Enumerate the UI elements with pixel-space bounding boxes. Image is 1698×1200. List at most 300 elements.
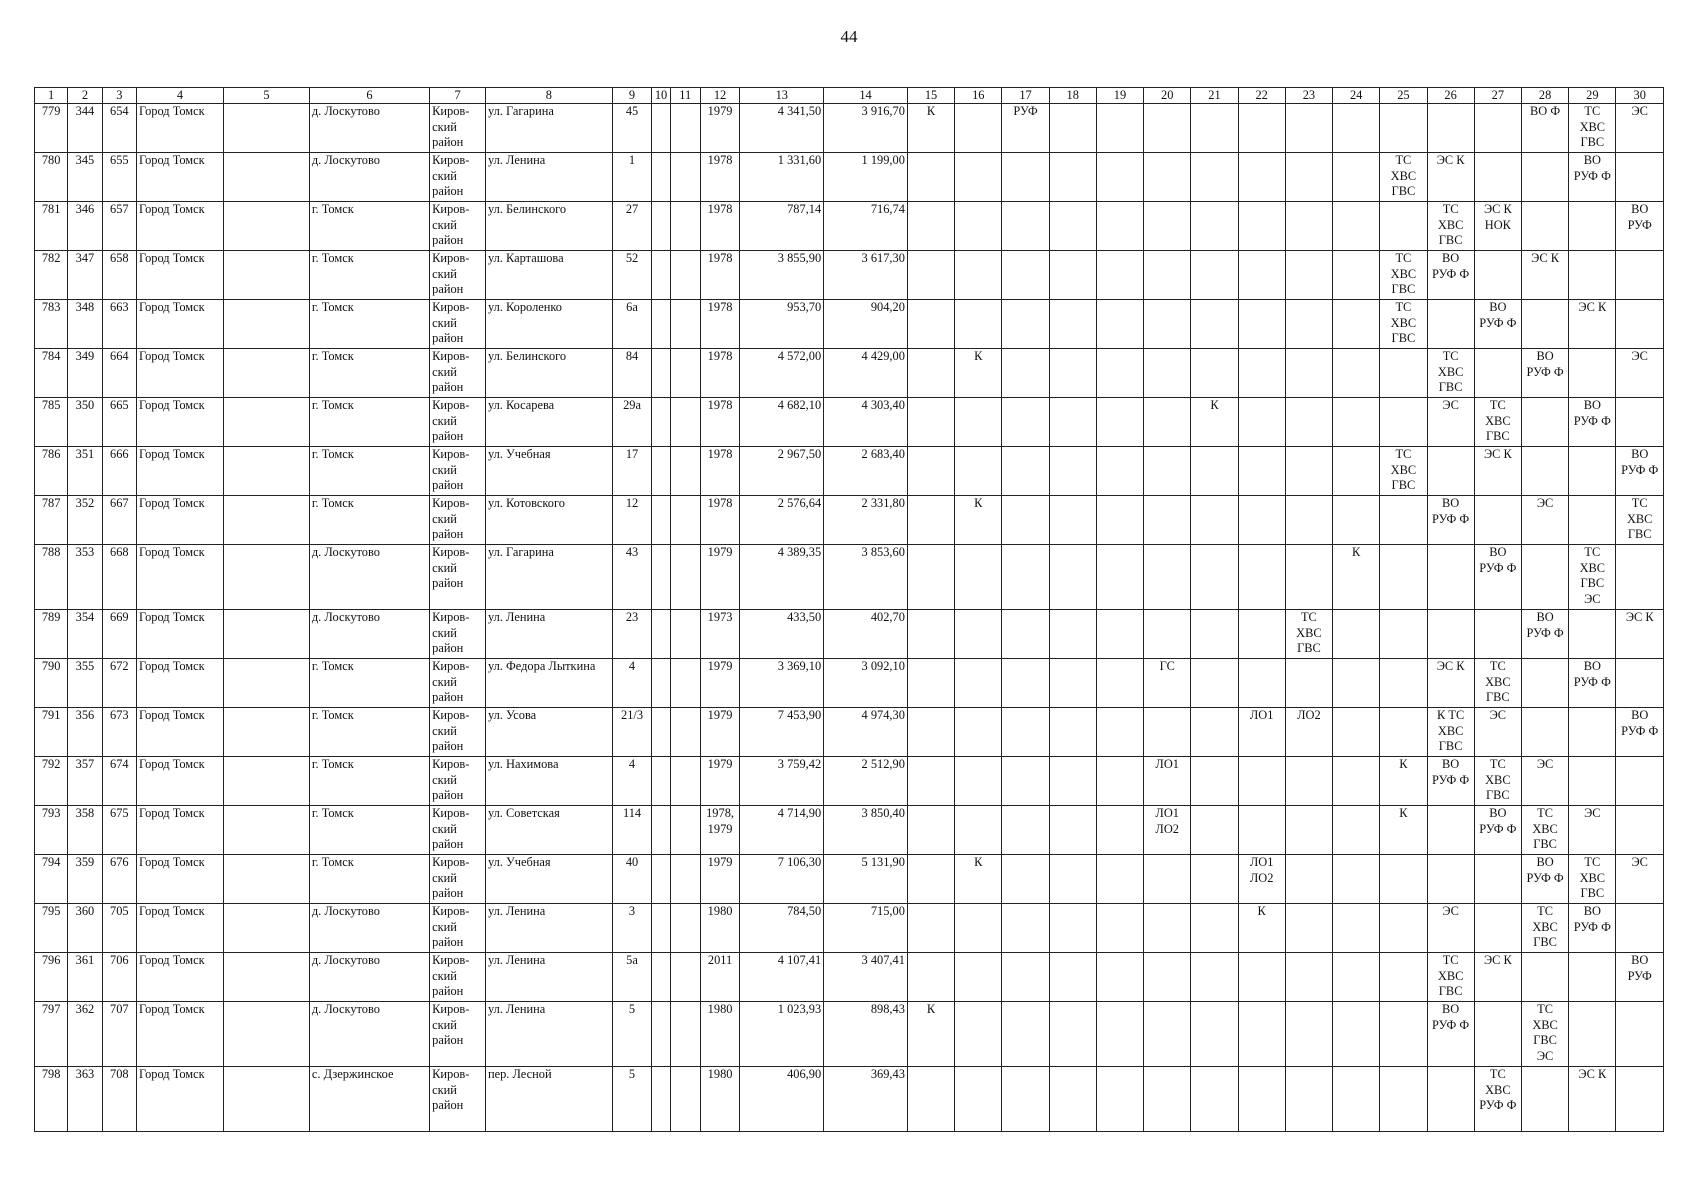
- table-cell-col-3: 654: [102, 104, 136, 153]
- table-cell-col-29: [1569, 708, 1616, 757]
- table-cell-col-8: ул. Карташова: [485, 251, 612, 300]
- table-cell-col-2: 344: [68, 104, 102, 153]
- table-cell-col-8: ул. Усова: [485, 708, 612, 757]
- table-cell-col-19: [1096, 104, 1143, 153]
- table-cell-col-6: д. Лоскутово: [309, 153, 429, 202]
- table-cell-col-1: 781: [35, 202, 68, 251]
- table-cell-col-26: ВО РУФ Ф: [1427, 251, 1474, 300]
- table-cell-col-4: Город Томск: [137, 855, 224, 904]
- table-cell-col-28: [1521, 398, 1568, 447]
- table-cell-col-7: Киров- ский район: [430, 659, 486, 708]
- table-cell-col-6: г. Томск: [309, 300, 429, 349]
- table-cell-col-2: 354: [68, 610, 102, 659]
- column-number-22: 22: [1238, 88, 1285, 104]
- table-cell-col-24: [1333, 349, 1380, 398]
- table-cell-col-6: д. Лоскутово: [309, 953, 429, 1002]
- table-cell-col-4: Город Томск: [137, 153, 224, 202]
- table-cell-col-22: [1238, 496, 1285, 545]
- table-cell-col-1: 784: [35, 349, 68, 398]
- table-cell-col-30: [1616, 904, 1664, 953]
- table-cell-col-28: ЭС: [1521, 757, 1568, 806]
- table-cell-col-7: Киров- ский район: [430, 251, 486, 300]
- table-cell-col-13: 7 453,90: [740, 708, 824, 757]
- table-cell-col-30: ВО РУФ Ф: [1616, 447, 1664, 496]
- table-cell-col-30: [1616, 806, 1664, 855]
- column-number-27: 27: [1474, 88, 1521, 104]
- column-number-9: 9: [612, 88, 652, 104]
- column-number-1: 1: [35, 88, 68, 104]
- table-cell-col-19: [1096, 610, 1143, 659]
- table-cell-col-4: Город Томск: [137, 104, 224, 153]
- table-cell-col-18: [1049, 708, 1096, 757]
- table-cell-col-2: 358: [68, 806, 102, 855]
- table-cell-col-16: К: [955, 349, 1002, 398]
- table-cell-col-13: 1 023,93: [740, 1002, 824, 1067]
- table-cell-col-25: [1380, 610, 1427, 659]
- table-body: [35, 104, 1664, 1132]
- table-cell-col-20: ГС: [1144, 659, 1191, 708]
- table-cell-col-8: ул. Котовского: [485, 496, 612, 545]
- table-cell-col-25: К: [1380, 806, 1427, 855]
- table-cell-col-13: 953,70: [740, 300, 824, 349]
- table-cell-col-3: 672: [102, 659, 136, 708]
- table-cell-col-6: д. Лоскутово: [309, 904, 429, 953]
- table-cell-col-9: 40: [612, 855, 652, 904]
- table-cell-col-30: ЭС: [1616, 855, 1664, 904]
- table-cell-col-1: 789: [35, 610, 68, 659]
- table-cell-col-15: [907, 806, 954, 855]
- table-cell-col-15: [907, 659, 954, 708]
- table-cell-col-25: [1380, 349, 1427, 398]
- table-cell-col-20: [1144, 251, 1191, 300]
- table-cell-col-5: [223, 202, 309, 251]
- table-cell-col-16: [955, 757, 1002, 806]
- table-cell-col-27: ЭС К: [1474, 447, 1521, 496]
- table-cell-col-28: ВО РУФ Ф: [1521, 855, 1568, 904]
- table-cell-col-9: 12: [612, 496, 652, 545]
- table-cell-col-24: [1333, 1002, 1380, 1067]
- table-cell-col-18: [1049, 855, 1096, 904]
- table-cell-col-29: ЭС: [1569, 806, 1616, 855]
- table-cell-col-19: [1096, 300, 1143, 349]
- table-cell-col-4: Город Томск: [137, 1002, 224, 1067]
- table-cell-col-22: ЛО1: [1238, 708, 1285, 757]
- table-cell-col-25: [1380, 659, 1427, 708]
- table-cell-col-19: [1096, 953, 1143, 1002]
- table-cell-col-20: [1144, 447, 1191, 496]
- table-cell-col-7: Киров- ский район: [430, 855, 486, 904]
- table-cell-col-10: [652, 545, 670, 610]
- table-cell-col-29: ТС ХВС ГВС: [1569, 104, 1616, 153]
- table-cell-col-30: ЭС: [1616, 349, 1664, 398]
- table-cell-col-11: [670, 398, 700, 447]
- table-cell-col-23: ТС ХВС ГВС: [1285, 610, 1332, 659]
- table-cell-col-20: [1144, 904, 1191, 953]
- table-cell-col-12: 1978: [700, 202, 740, 251]
- table-cell-col-27: [1474, 104, 1521, 153]
- table-cell-col-8: ул. Короленко: [485, 300, 612, 349]
- table-cell-col-13: 2 967,50: [740, 447, 824, 496]
- table-cell-col-23: [1285, 757, 1332, 806]
- table-cell-col-25: К: [1380, 757, 1427, 806]
- table-cell-col-11: [670, 496, 700, 545]
- table-cell-col-24: [1333, 104, 1380, 153]
- table-cell-col-30: [1616, 545, 1664, 610]
- table-cell-col-9: 1: [612, 153, 652, 202]
- table-cell-col-9: 43: [612, 545, 652, 610]
- table-cell-col-7: Киров- ский район: [430, 349, 486, 398]
- table-cell-col-12: 1978: [700, 398, 740, 447]
- table-cell-col-11: [670, 855, 700, 904]
- table-cell-col-2: 362: [68, 1002, 102, 1067]
- table-cell-col-30: [1616, 757, 1664, 806]
- table-cell-col-13: 4 389,35: [740, 545, 824, 610]
- table-cell-col-17: [1002, 757, 1049, 806]
- table-cell-col-10: [652, 202, 670, 251]
- table-cell-col-27: ТС ХВС ГВС: [1474, 757, 1521, 806]
- table-cell-col-7: Киров- ский район: [430, 610, 486, 659]
- table-cell-col-3: 657: [102, 202, 136, 251]
- table-cell-col-21: [1191, 1002, 1238, 1067]
- table-cell-col-21: [1191, 349, 1238, 398]
- table-cell-col-17: [1002, 349, 1049, 398]
- table-cell-col-6: д. Лоскутово: [309, 1002, 429, 1067]
- table-cell-col-29: ЭС К: [1569, 300, 1616, 349]
- table-cell-col-14: 3 617,30: [824, 251, 908, 300]
- table-cell-col-5: [223, 757, 309, 806]
- table-cell-col-5: [223, 349, 309, 398]
- table-cell-col-16: [955, 806, 1002, 855]
- table-cell-col-1: 788: [35, 545, 68, 610]
- table-cell-col-29: [1569, 349, 1616, 398]
- table-cell-col-8: ул. Косарева: [485, 398, 612, 447]
- table-cell-col-11: [670, 153, 700, 202]
- table-cell-col-12: 1978: [700, 349, 740, 398]
- table-cell-col-22: [1238, 610, 1285, 659]
- table-cell-col-3: 665: [102, 398, 136, 447]
- table-cell-col-22: [1238, 300, 1285, 349]
- table-cell-col-19: [1096, 757, 1143, 806]
- table-cell-col-20: [1144, 953, 1191, 1002]
- table-cell-col-25: ТС ХВС ГВС: [1380, 251, 1427, 300]
- table-cell-col-2: 347: [68, 251, 102, 300]
- table-cell-col-3: 664: [102, 349, 136, 398]
- table-cell-col-10: [652, 953, 670, 1002]
- table-cell-col-23: [1285, 202, 1332, 251]
- table-cell-col-24: К: [1333, 545, 1380, 610]
- table-cell-col-12: 1980: [700, 904, 740, 953]
- table-cell-col-17: РУФ: [1002, 104, 1049, 153]
- table-cell-col-25: ТС ХВС ГВС: [1380, 300, 1427, 349]
- table-cell-col-7: Киров- ский район: [430, 300, 486, 349]
- table-cell-col-19: [1096, 659, 1143, 708]
- table-cell-col-3: 667: [102, 496, 136, 545]
- column-number-12: 12: [700, 88, 740, 104]
- table-cell-col-21: [1191, 708, 1238, 757]
- table-cell-col-9: 6а: [612, 300, 652, 349]
- table-cell-col-4: Город Томск: [137, 708, 224, 757]
- table-cell-col-16: К: [955, 855, 1002, 904]
- table-cell-col-9: 45: [612, 104, 652, 153]
- table-cell-col-1: 783: [35, 300, 68, 349]
- table-cell-col-12: 1979: [700, 659, 740, 708]
- table-cell-col-24: [1333, 447, 1380, 496]
- table-cell-col-30: [1616, 659, 1664, 708]
- table-cell-col-18: [1049, 659, 1096, 708]
- table-cell-col-9: 17: [612, 447, 652, 496]
- table-cell-col-10: [652, 300, 670, 349]
- table-cell-col-8: пер. Лесной: [485, 1067, 612, 1132]
- column-number-20: 20: [1144, 88, 1191, 104]
- table-cell-col-1: 780: [35, 153, 68, 202]
- table-cell-col-30: ВО РУФ: [1616, 202, 1664, 251]
- table-cell-col-26: ТС ХВС ГВС: [1427, 953, 1474, 1002]
- table-cell-col-9: 114: [612, 806, 652, 855]
- table-cell-col-20: [1144, 104, 1191, 153]
- table-cell-col-28: [1521, 447, 1568, 496]
- table-cell-col-21: [1191, 447, 1238, 496]
- table-cell-col-21: К: [1191, 398, 1238, 447]
- table-cell-col-9: 23: [612, 610, 652, 659]
- table-cell-col-2: 353: [68, 545, 102, 610]
- table-cell-col-6: г. Томск: [309, 202, 429, 251]
- table-cell-col-1: 791: [35, 708, 68, 757]
- table-cell-col-4: Город Томск: [137, 806, 224, 855]
- table-cell-col-19: [1096, 904, 1143, 953]
- table-cell-col-4: Город Томск: [137, 349, 224, 398]
- table-cell-col-19: [1096, 251, 1143, 300]
- table-cell-col-16: [955, 447, 1002, 496]
- table-row: [35, 953, 1664, 1002]
- table-cell-col-20: ЛО1 ЛО2: [1144, 806, 1191, 855]
- table-row: [35, 447, 1664, 496]
- table-cell-col-17: [1002, 496, 1049, 545]
- table-cell-col-16: [955, 953, 1002, 1002]
- table-cell-col-3: 666: [102, 447, 136, 496]
- table-cell-col-15: [907, 447, 954, 496]
- table-cell-col-6: с. Дзержинское: [309, 1067, 429, 1132]
- table-cell-col-23: [1285, 904, 1332, 953]
- table-cell-col-24: [1333, 953, 1380, 1002]
- table-cell-col-4: Город Томск: [137, 251, 224, 300]
- table-cell-col-30: [1616, 300, 1664, 349]
- table-cell-col-9: 27: [612, 202, 652, 251]
- table-cell-col-7: Киров- ский район: [430, 398, 486, 447]
- table-cell-col-4: Город Томск: [137, 398, 224, 447]
- table-cell-col-2: 345: [68, 153, 102, 202]
- table-cell-col-14: 716,74: [824, 202, 908, 251]
- table-cell-col-18: [1049, 153, 1096, 202]
- table-cell-col-19: [1096, 496, 1143, 545]
- table-cell-col-11: [670, 1002, 700, 1067]
- column-number-21: 21: [1191, 88, 1238, 104]
- table-cell-col-11: [670, 1067, 700, 1132]
- table-cell-col-13: 4 572,00: [740, 349, 824, 398]
- table-cell-col-29: [1569, 251, 1616, 300]
- table-cell-col-26: К ТС ХВС ГВС: [1427, 708, 1474, 757]
- table-cell-col-29: [1569, 610, 1616, 659]
- table-cell-col-10: [652, 153, 670, 202]
- table-cell-col-9: 5: [612, 1067, 652, 1132]
- table-cell-col-20: [1144, 545, 1191, 610]
- table-cell-col-30: [1616, 1002, 1664, 1067]
- table-cell-col-10: [652, 806, 670, 855]
- table-cell-col-16: [955, 708, 1002, 757]
- table-cell-col-3: 674: [102, 757, 136, 806]
- table-cell-col-13: 2 576,64: [740, 496, 824, 545]
- table-cell-col-15: [907, 610, 954, 659]
- table-cell-col-22: [1238, 251, 1285, 300]
- table-cell-col-1: 787: [35, 496, 68, 545]
- table-cell-col-27: [1474, 496, 1521, 545]
- table-cell-col-23: [1285, 806, 1332, 855]
- table-cell-col-2: 348: [68, 300, 102, 349]
- table-cell-col-30: ЭС К: [1616, 610, 1664, 659]
- column-number-row: [35, 88, 1664, 104]
- table-cell-col-4: Город Томск: [137, 904, 224, 953]
- column-number-26: 26: [1427, 88, 1474, 104]
- table-cell-col-1: 793: [35, 806, 68, 855]
- column-number-11: 11: [670, 88, 700, 104]
- column-number-3: 3: [102, 88, 136, 104]
- table-cell-col-9: 4: [612, 757, 652, 806]
- table-cell-col-5: [223, 1067, 309, 1132]
- table-cell-col-13: 3 759,42: [740, 757, 824, 806]
- table-cell-col-20: [1144, 610, 1191, 659]
- table-cell-col-26: [1427, 545, 1474, 610]
- table-cell-col-3: 676: [102, 855, 136, 904]
- table-cell-col-2: 361: [68, 953, 102, 1002]
- table-cell-col-4: Город Томск: [137, 300, 224, 349]
- table-cell-col-15: К: [907, 104, 954, 153]
- table-cell-col-26: ВО РУФ Ф: [1427, 496, 1474, 545]
- table-cell-col-17: [1002, 610, 1049, 659]
- table-cell-col-5: [223, 496, 309, 545]
- table-cell-col-21: [1191, 202, 1238, 251]
- table-cell-col-29: [1569, 496, 1616, 545]
- table-cell-col-9: 21/3: [612, 708, 652, 757]
- table-cell-col-29: [1569, 447, 1616, 496]
- table-cell-col-9: 84: [612, 349, 652, 398]
- table-cell-col-11: [670, 708, 700, 757]
- table-cell-col-4: Город Томск: [137, 757, 224, 806]
- table-cell-col-29: [1569, 1002, 1616, 1067]
- table-cell-col-18: [1049, 496, 1096, 545]
- table-cell-col-28: ВО Ф: [1521, 104, 1568, 153]
- table-cell-col-19: [1096, 153, 1143, 202]
- table-cell-col-8: ул. Нахимова: [485, 757, 612, 806]
- table-cell-col-2: 350: [68, 398, 102, 447]
- table-cell-col-6: д. Лоскутово: [309, 610, 429, 659]
- table-row: [35, 251, 1664, 300]
- table-cell-col-1: 790: [35, 659, 68, 708]
- table-cell-col-1: 785: [35, 398, 68, 447]
- table-row: [35, 349, 1664, 398]
- table-cell-col-27: ТС ХВС ГВС: [1474, 659, 1521, 708]
- table-cell-col-20: [1144, 153, 1191, 202]
- table-cell-col-2: 355: [68, 659, 102, 708]
- table-cell-col-30: [1616, 251, 1664, 300]
- table-cell-col-21: [1191, 104, 1238, 153]
- table-row: [35, 496, 1664, 545]
- table-cell-col-24: [1333, 757, 1380, 806]
- table-cell-col-30: ТС ХВС ГВС: [1616, 496, 1664, 545]
- table-cell-col-12: 1979: [700, 757, 740, 806]
- column-number-30: 30: [1616, 88, 1664, 104]
- table-cell-col-15: [907, 855, 954, 904]
- table-cell-col-22: ЛО1 ЛО2: [1238, 855, 1285, 904]
- table-cell-col-20: [1144, 496, 1191, 545]
- table-cell-col-29: ТС ХВС ГВС: [1569, 855, 1616, 904]
- table-cell-col-20: [1144, 202, 1191, 251]
- table-cell-col-22: [1238, 349, 1285, 398]
- column-number-18: 18: [1049, 88, 1096, 104]
- table-row: [35, 1067, 1664, 1132]
- table-cell-col-23: [1285, 953, 1332, 1002]
- table-cell-col-8: ул. Ленина: [485, 153, 612, 202]
- table-cell-col-11: [670, 104, 700, 153]
- column-number-17: 17: [1002, 88, 1049, 104]
- table-cell-col-14: 3 916,70: [824, 104, 908, 153]
- table-cell-col-23: [1285, 398, 1332, 447]
- table-cell-col-14: 2 683,40: [824, 447, 908, 496]
- table-cell-col-7: Киров- ский район: [430, 708, 486, 757]
- table-cell-col-23: ЛО2: [1285, 708, 1332, 757]
- table-cell-col-6: д. Лоскутово: [309, 104, 429, 153]
- table-cell-col-20: [1144, 398, 1191, 447]
- table-cell-col-13: 7 106,30: [740, 855, 824, 904]
- table-cell-col-14: 904,20: [824, 300, 908, 349]
- table-cell-col-24: [1333, 300, 1380, 349]
- table-cell-col-10: [652, 610, 670, 659]
- table-cell-col-8: ул. Учебная: [485, 855, 612, 904]
- table-cell-col-1: 779: [35, 104, 68, 153]
- table-cell-col-5: [223, 1002, 309, 1067]
- table-cell-col-17: [1002, 398, 1049, 447]
- table-cell-col-4: Город Томск: [137, 610, 224, 659]
- table-cell-col-5: [223, 610, 309, 659]
- table-cell-col-26: ЭС К: [1427, 659, 1474, 708]
- table-cell-col-16: [955, 1002, 1002, 1067]
- table-cell-col-13: 4 107,41: [740, 953, 824, 1002]
- table-cell-col-15: [907, 904, 954, 953]
- table-cell-col-14: 369,43: [824, 1067, 908, 1132]
- table-cell-col-14: 3 092,10: [824, 659, 908, 708]
- column-number-13: 13: [740, 88, 824, 104]
- table-cell-col-25: ТС ХВС ГВС: [1380, 447, 1427, 496]
- table-cell-col-18: [1049, 349, 1096, 398]
- column-number-15: 15: [907, 88, 954, 104]
- table-cell-col-8: ул. Ленина: [485, 1002, 612, 1067]
- table-cell-col-27: ВО РУФ Ф: [1474, 545, 1521, 610]
- table-cell-col-2: 360: [68, 904, 102, 953]
- table-cell-col-6: г. Томск: [309, 806, 429, 855]
- table-cell-col-24: [1333, 610, 1380, 659]
- table-cell-col-26: ЭС: [1427, 398, 1474, 447]
- table-cell-col-27: ТС ХВС ГВС: [1474, 398, 1521, 447]
- table-cell-col-20: [1144, 349, 1191, 398]
- table-cell-col-17: [1002, 545, 1049, 610]
- table-cell-col-5: [223, 953, 309, 1002]
- table-cell-col-17: [1002, 708, 1049, 757]
- table-cell-col-2: 351: [68, 447, 102, 496]
- table-cell-col-4: Город Томск: [137, 447, 224, 496]
- table-cell-col-10: [652, 659, 670, 708]
- table-row: [35, 855, 1664, 904]
- table-cell-col-5: [223, 447, 309, 496]
- table-cell-col-9: 3: [612, 904, 652, 953]
- table-cell-col-22: [1238, 757, 1285, 806]
